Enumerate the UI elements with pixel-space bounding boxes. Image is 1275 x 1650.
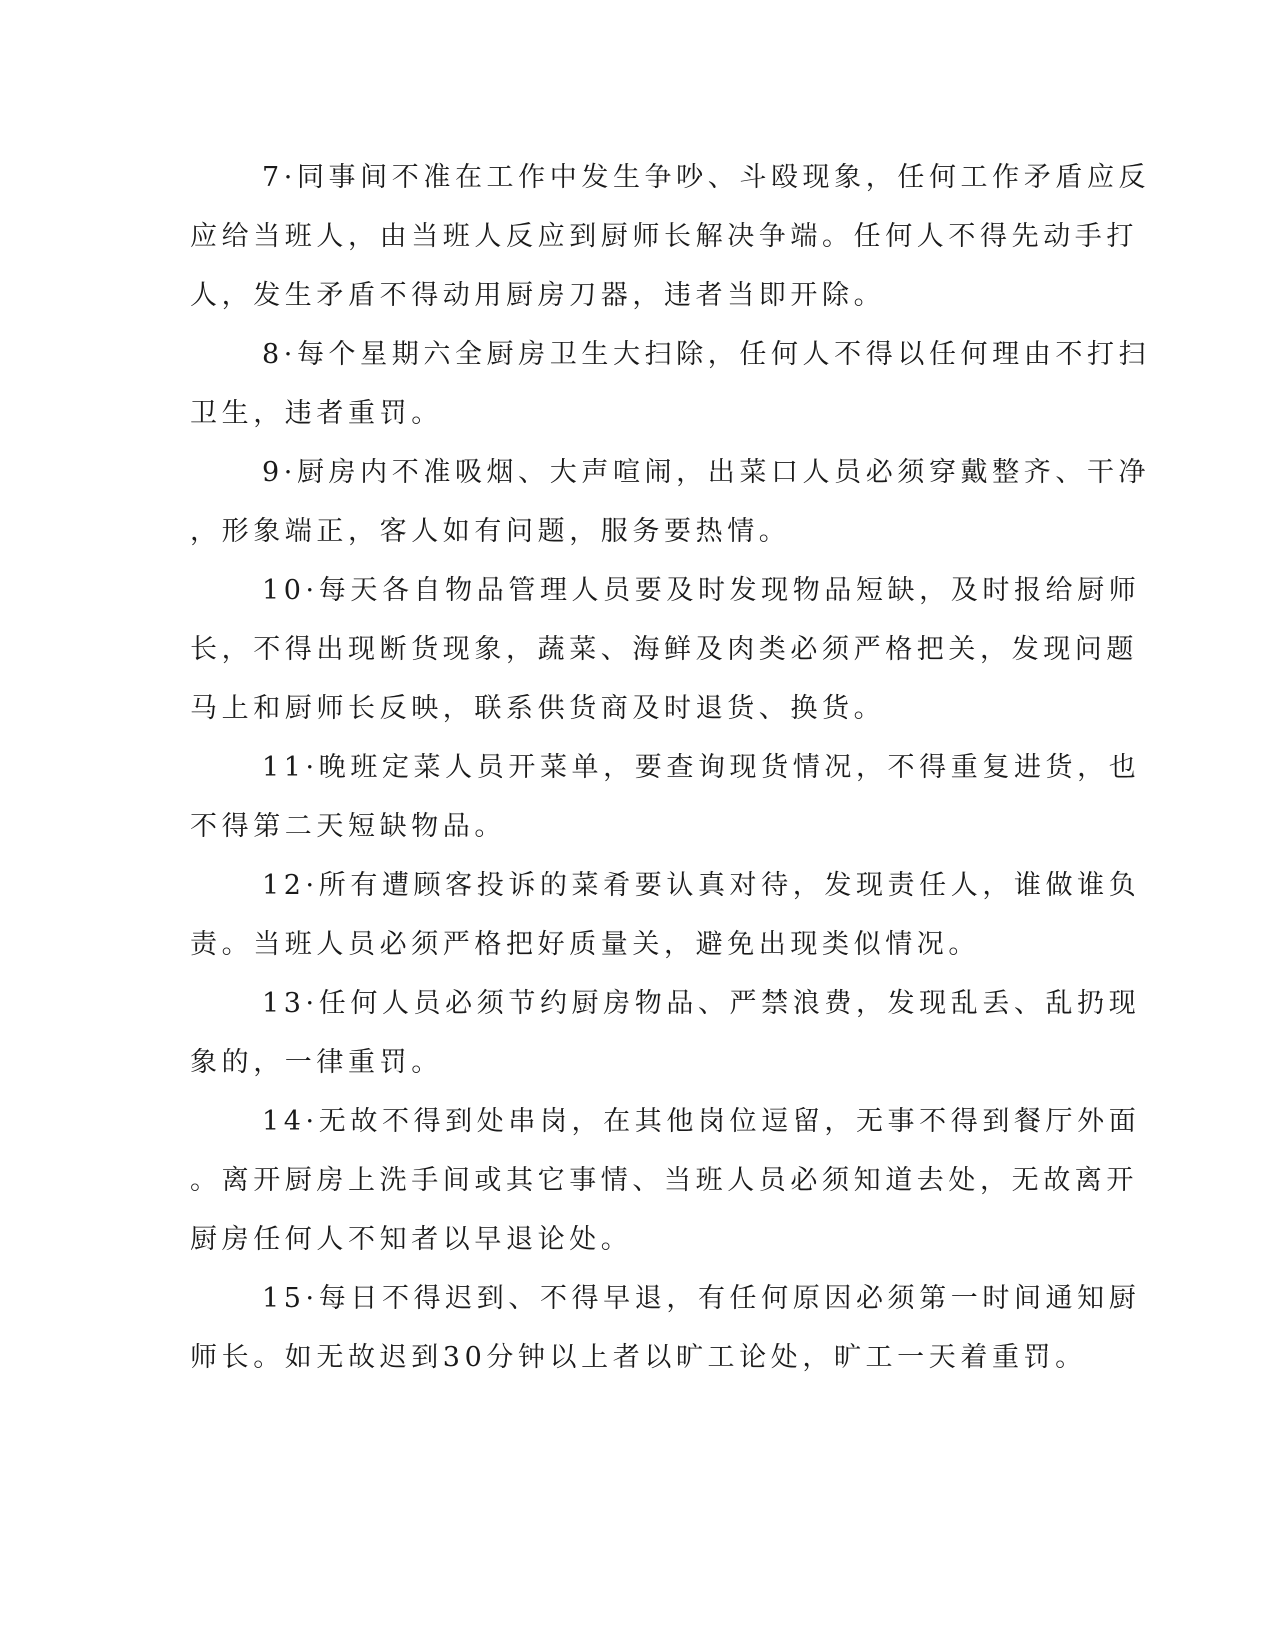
rule-7-line-2: 应给当班人，由当班人反应到厨师长解决争端。任何人不得先动手打	[190, 221, 1138, 252]
rule-12-line-2: 责。当班人员必须严格把好质量关，避免出现类似情况。	[190, 929, 980, 960]
rule-11-line-2: 不得第二天短缺物品。	[190, 811, 506, 842]
rule-8-line-2: 卫生，违者重罚。	[190, 398, 443, 429]
rule-8-line-1: 8·每个星期六全厨房卫生大扫除，任何人不得以任何理由不打扫	[262, 339, 1151, 370]
rule-12-line-1: 12·所有遭顾客投诉的菜肴要认真对待，发现责任人，谁做谁负	[262, 870, 1141, 901]
rule-14-line-1: 14·无故不得到处串岗，在其他岗位逗留，无事不得到餐厅外面	[262, 1106, 1141, 1137]
rule-15-line-2: 师长。如无故迟到30分钟以上者以旷工论处，旷工一天着重罚。	[190, 1342, 1087, 1373]
rule-14-line-3: 厨房任何人不知者以早退论处。	[190, 1224, 633, 1255]
rule-13-line-1: 13·任何人员必须节约厨房物品、严禁浪费，发现乱丢、乱扔现	[262, 988, 1141, 1019]
rule-9-line-1: 9·厨房内不准吸烟、大声喧闹，出菜口人员必须穿戴整齐、干净	[262, 457, 1151, 488]
rule-11-line-1: 11·晚班定菜人员开菜单，要查询现货情况，不得重复进货，也	[262, 752, 1141, 783]
rule-7-line-1: 7·同事间不准在工作中发生争吵、斗殴现象，任何工作矛盾应反	[262, 162, 1151, 193]
rule-10-line-2: 长，不得出现断货现象，蔬菜、海鲜及肉类必须严格把关，发现问题	[190, 634, 1138, 665]
rule-10-line-1: 10·每天各自物品管理人员要及时发现物品短缺，及时报给厨师	[262, 575, 1141, 606]
rule-14-line-2: 。离开厨房上洗手间或其它事情、当班人员必须知道去处，无故离开	[190, 1165, 1138, 1196]
rule-7-line-3: 人，发生矛盾不得动用厨房刀器，违者当即开除。	[190, 280, 886, 311]
rule-10-line-3: 马上和厨师长反映，联系供货商及时退货、换货。	[190, 693, 886, 724]
rule-13-line-2: 象的，一律重罚。	[190, 1047, 443, 1078]
rule-9-line-2: ，形象端正，客人如有问题，服务要热情。	[190, 516, 791, 547]
rule-15-line-1: 15·每日不得迟到、不得早退，有任何原因必须第一时间通知厨	[262, 1283, 1141, 1314]
